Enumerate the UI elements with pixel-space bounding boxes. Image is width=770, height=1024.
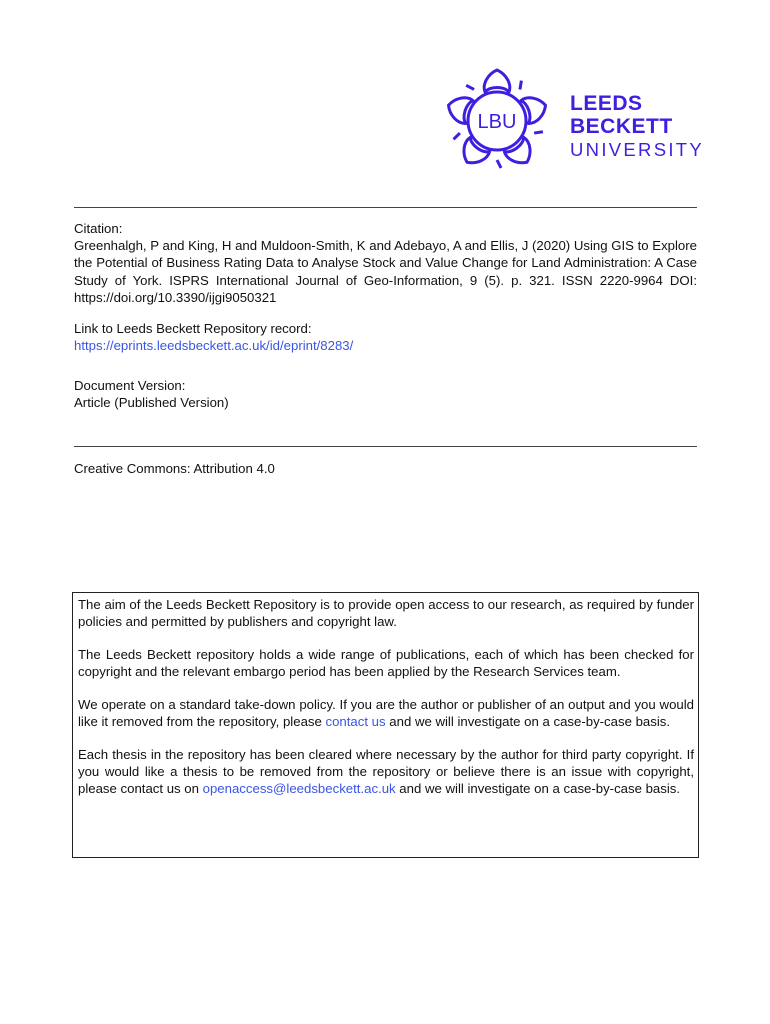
notice-paragraph-takedown — [78, 696, 694, 730]
repository-record-label: Link to Leeds Beckett Repository record: — [74, 321, 312, 336]
citation-label: Citation: — [74, 221, 123, 236]
openaccess-email-link[interactable]: openaccess@leedsbeckett.ac.uk — [202, 781, 396, 796]
middle-divider — [74, 446, 697, 447]
license-text: Creative Commons: Attribution 4.0 — [74, 461, 275, 476]
notice-paragraph-thesis — [78, 746, 694, 797]
thesis-text-end: and we will investigate on a case-by-case basis. — [395, 781, 681, 796]
emblem-monogram: LBU — [477, 111, 517, 133]
wordmark-line-1: LEEDS — [570, 92, 643, 115]
university-logo — [438, 62, 708, 180]
repository-notice-box — [72, 592, 699, 858]
notice-paragraph-holdings: The Leeds Beckett repository holds a wide range of publications, each of which has been checked for copyright and the relevant embargo period has been applied by the Research Services team. — [78, 647, 694, 679]
thesis-text-start: Each thesis in the repository has been cleared where necessary by the author for third party copyright. If you would like a thesis to be removed from the repository or believe there is an issue with copyright, please contact us on — [78, 747, 694, 796]
notice-paragraph-aim: The aim of the Leeds Beckett Repository is to provide open access to our research, as required by funder policies and permitted by publishers and copyright law. — [78, 597, 694, 629]
university-wordmark — [570, 92, 704, 161]
document-version-label: Document Version: — [74, 378, 186, 393]
document-version-value: Article (Published Version) — [74, 395, 229, 410]
repository-record-link[interactable]: https://eprints.leedsbeckett.ac.uk/id/eprint/8283/ — [74, 338, 354, 353]
contact-us-link[interactable]: contact us — [325, 714, 386, 729]
rose-emblem-icon — [438, 62, 556, 180]
wordmark-line-2: BECKETT — [570, 115, 673, 138]
top-divider — [74, 207, 697, 208]
wordmark-line-3: UNIVERSITY — [570, 139, 705, 160]
citation-body: Greenhalgh, P and King, H and Muldoon-Smith, K and Adebayo, A and Ellis, J (2020) Using GIS to Explore the Potential of Business Rating Data to Analyse Stock and Value Change for Land Administration: A Case Study of York. ISPRS International Journal of Geo-Information, 9 (5). p. 321. ISSN 2220-9964 DOI: https://doi.org/10.3390/ijgi9050321 — [74, 238, 697, 305]
takedown-text-end: and we will investigate on a case-by-case basis. — [385, 714, 671, 729]
takedown-text-start: We operate on a standard take-down policy. If you are the author or publisher of an output and you would like it removed from the repository, please — [78, 697, 694, 729]
